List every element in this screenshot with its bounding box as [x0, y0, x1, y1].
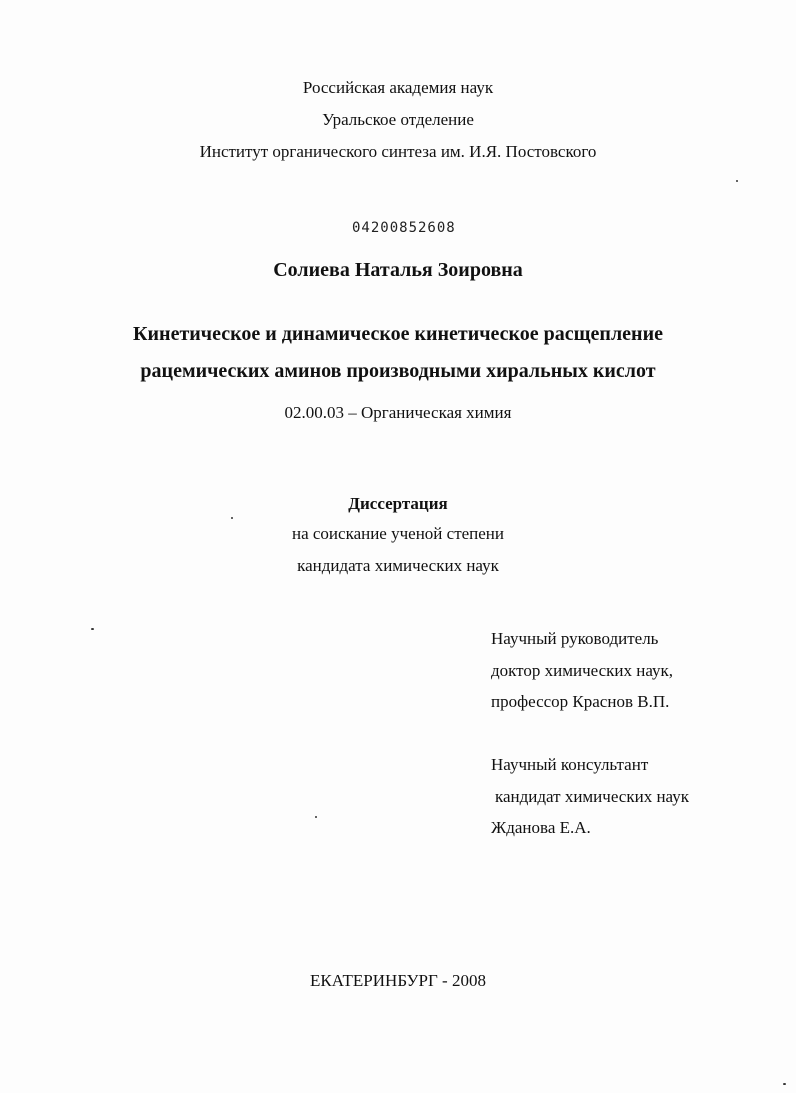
supervisor-degree: доктор химических наук, [491, 661, 674, 680]
thesis-title-line-2: рацемических аминов производными хиральных кислот [140, 360, 656, 382]
supervisor-name: профессор Краснов В.П. [491, 692, 670, 711]
author-name: Солиева Наталья Зоировна [273, 259, 523, 281]
catalog-code: 04200852608 [352, 220, 456, 236]
supervisor-role: Научный руководитель [491, 629, 659, 648]
institute-name: Институт органического синтеза им. И.Я. Постовского [199, 142, 597, 161]
degree-purpose-line-2: кандидата химических наук [297, 556, 499, 575]
consultant-degree: кандидат химических наук [495, 787, 689, 806]
branch-name: Уральское отделение [322, 110, 474, 129]
academy-name: Российская академия наук [302, 78, 494, 97]
scan-speck [315, 816, 317, 818]
scan-speck [736, 180, 738, 182]
consultant-role: Научный консультант [491, 755, 649, 774]
scan-speck [783, 1083, 786, 1085]
degree-purpose-line-1: на соискание ученой степени [291, 524, 505, 543]
consultant-name: Жданова Е.А. [491, 818, 591, 837]
document-type-heading: Диссертация [348, 494, 448, 513]
thesis-title-line-1: Кинетическое и динамическое кинетическое расщепление [133, 323, 663, 345]
specialty-code: 02.00.03 – Органическая химия [284, 403, 512, 422]
city-year: ЕКАТЕРИНБУРГ - 2008 [310, 971, 486, 990]
scan-speck [91, 628, 94, 630]
scan-speck [231, 517, 233, 519]
